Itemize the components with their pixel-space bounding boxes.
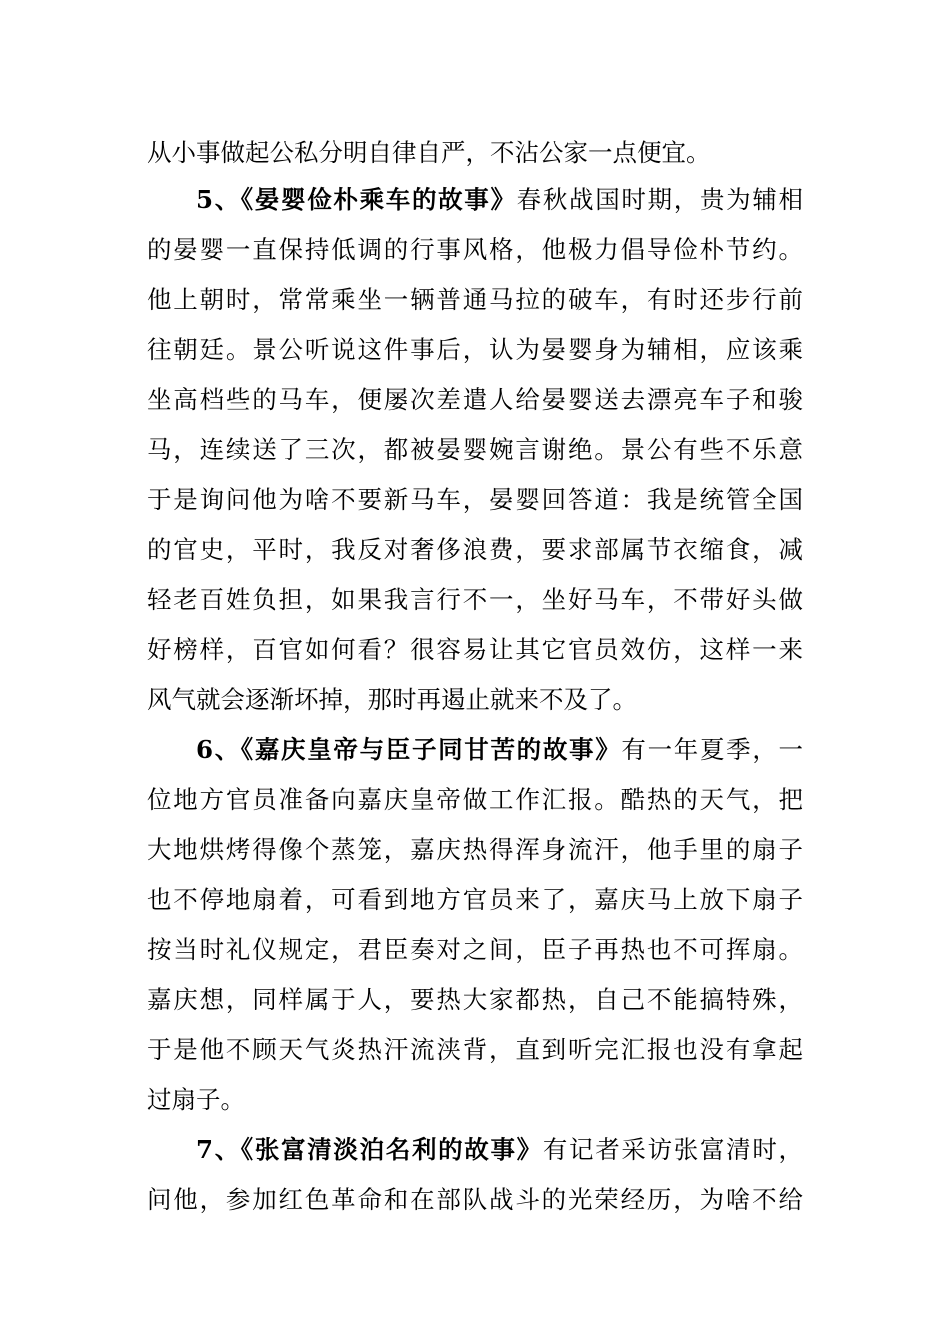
paragraph-line: 按当时礼仪规定，君臣奏对之间，臣子再热也不可挥扇。 <box>147 935 803 964</box>
paragraph-line: 好榜样，百官如何看？很容易让其它官员效仿，这样一来 <box>147 635 803 664</box>
paragraph-7-first-line-text: 有记者采访张富清时， <box>542 1135 804 1164</box>
paragraph-line: 坐高档些的马车，便屡次差遣人给晏婴送去漂亮车子和骏 <box>147 385 803 414</box>
paragraph-line: 从小事做起公私分明自律自严，不沾公家一点便宜。 <box>147 138 711 167</box>
paragraph-line: 于是询问他为啥不要新马车，晏婴回答道：我是统管全国 <box>147 485 803 514</box>
paragraph-line: 他上朝时，常常乘坐一辆普通马拉的破车，有时还步行前 <box>147 285 803 314</box>
paragraph-5-title: 5、《晏婴俭朴乘车的故事》 <box>196 185 517 214</box>
paragraph-6-first-line <box>196 735 804 764</box>
paragraph-6-first-line-text: 有一年夏季，一 <box>621 735 804 764</box>
paragraph-line: 也不停地扇着，可看到地方官员来了，嘉庆马上放下扇子 <box>147 885 803 914</box>
paragraph-line: 风气就会逐渐坏掉，那时再遏止就来不及了。 <box>147 685 637 714</box>
paragraph-line: 往朝廷。景公听说这件事后，认为晏婴身为辅相，应该乘 <box>147 335 803 364</box>
paragraph-line: 嘉庆想，同样属于人，要热大家都热，自己不能搞特殊， <box>147 985 803 1014</box>
paragraph-line: 问他，参加红色革命和在部队战斗的光荣经历，为啥不给 <box>147 1185 803 1214</box>
paragraph-line: 马，连续送了三次，都被晏婴婉言谢绝。景公有些不乐意 <box>147 435 803 464</box>
paragraph-line: 的官史，平时，我反对奢侈浪费，要求部属节衣缩食，减 <box>147 535 803 564</box>
paragraph-line: 过扇子。 <box>147 1085 245 1114</box>
paragraph-line: 位地方官员准备向嘉庆皇帝做工作汇报。酷热的天气，把 <box>147 785 803 814</box>
paragraph-7-first-line <box>196 1135 804 1164</box>
paragraph-7-title: 7、《张富清淡泊名利的故事》 <box>196 1135 543 1164</box>
paragraph-line: 大地烘烤得像个蒸笼，嘉庆热得浑身流汗，他手里的扇子 <box>147 835 803 864</box>
paragraph-5-first-line-text: 春秋战国时期，贵为辅相 <box>516 185 803 214</box>
paragraph-line: 轻老百姓负担，如果我言行不一，坐好马车，不带好头做 <box>147 585 803 614</box>
paragraph-5-first-line <box>196 185 803 214</box>
paragraph-6-title: 6、《嘉庆皇帝与臣子同甘苦的故事》 <box>196 735 622 764</box>
paragraph-line: 于是他不顾天气炎热汗流浃背，直到听完汇报也没有拿起 <box>147 1035 803 1064</box>
paragraph-line: 的晏婴一直保持低调的行事风格，他极力倡导俭朴节约。 <box>147 235 803 264</box>
